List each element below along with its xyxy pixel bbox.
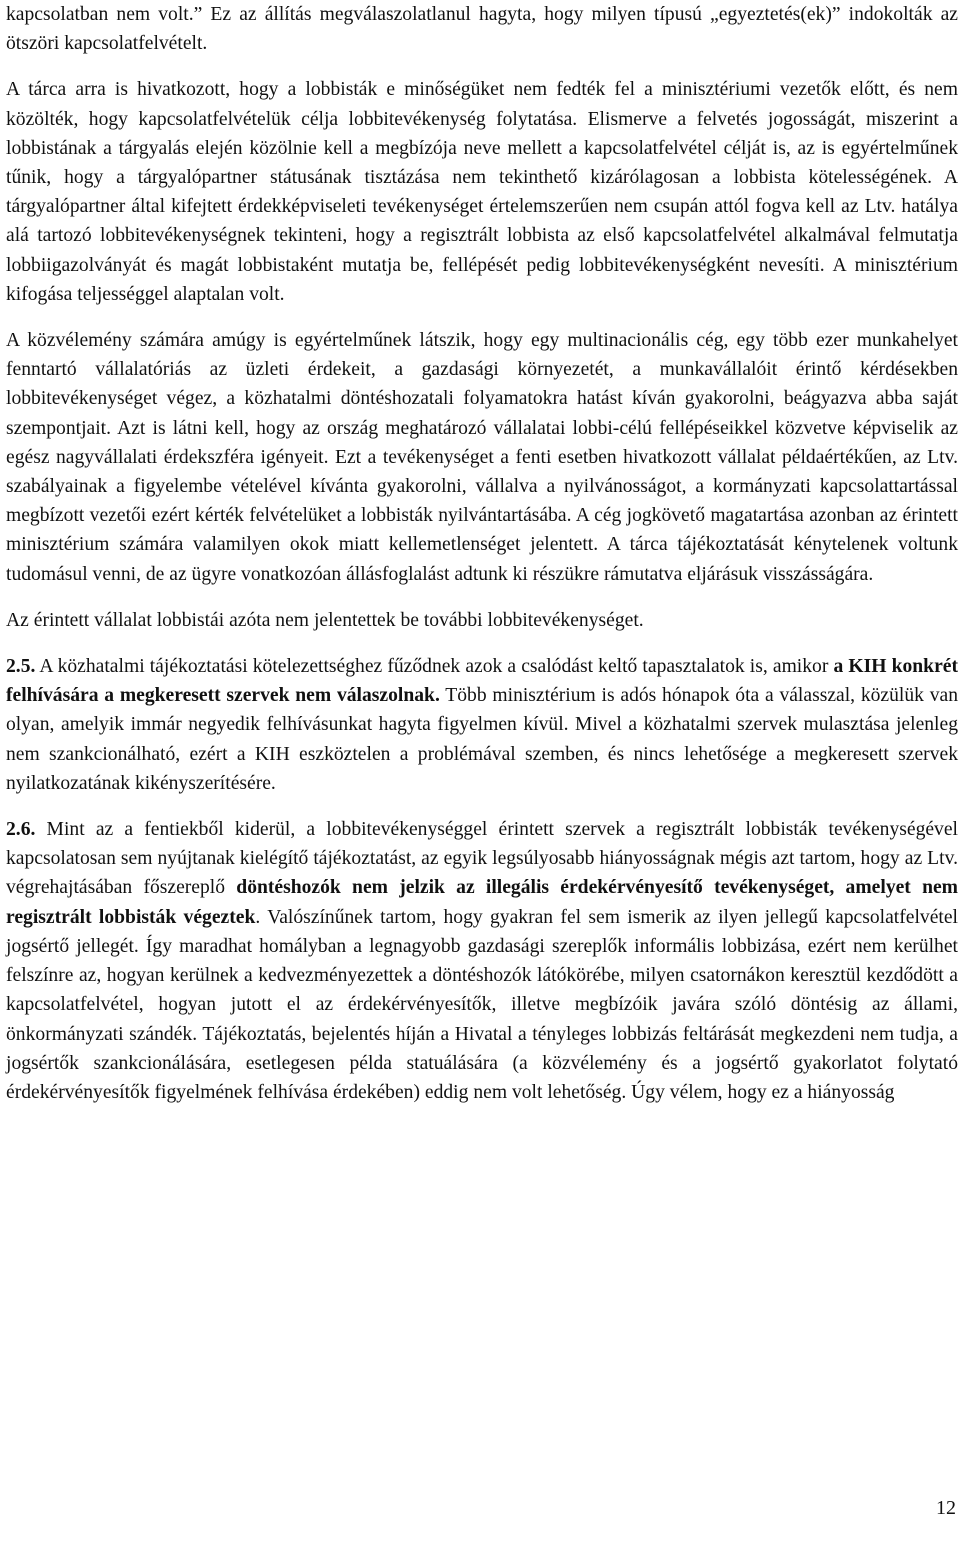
section-2-6-text-b: . Valószínűnek tartom, hogy gyakran fel sem ismerik az ilyen jellegű kapcsolatfelvétel jogsértő jellegét. Így maradhat homályban a legnagyobb gazdasági szereplők informális lobbizása, ezért nem kerülhet felszínre az, hogyan kerülnek a kedvezményezettek a döntéshozók látókörébe, milyen csatornákon keresztül kezdődött a kapcsolatfelvétel, hogyan jutott el az érdekérvényesítők, illetve megbízóik javára szóló döntésig az állami, önkormányzati szándék. Tájékoztatás, bejelentés híján a Hivatal a tényleges lobbizás feltárását megkezdeni nem tudja, a jogsértők szankcionálására, esetlegesen példa statuálására (a közvélemény és a jogsértő gyakorlatot folytató érdekérvényesítők figyelmének felhívása érdekében) eddig nem volt lehetőség. Úgy vélem, hogy ez a hiányosság	[6, 906, 958, 1103]
page-number: 12	[936, 1497, 956, 1519]
paragraph-2	[6, 75, 958, 309]
paragraph-1-text: kapcsolatban nem volt.” Ez az állítás megválaszolatlanul hagyta, hogy milyen típusú „egyeztetés(ek)” indokolták az ötszöri kapcsolatfelvételt.	[6, 4, 958, 55]
paragraph-4	[6, 606, 958, 635]
section-2-5-text-b: Több minisztérium is adós hónapok óta a válasszal, közülük van olyan, amelyik immár negyedik felhívásunkat hagyta figyelmen kívül. Mivel a közhatalmi szervek mulasztása jelenleg nem szankcionálható, ezért a KIH eszköztelen a problémával szemben, és nincs lehetősége a megkeresett szervek nyilatkozatának kikényszerítésére.	[6, 685, 958, 794]
paragraph-2-text: A tárca arra is hivatkozott, hogy a lobbisták e minőségüket nem fedték fel a minisztériumi vezetők előtt, és nem közölték, hogy kapcsolatfelvételük célja lobbitevékenység folytatása. Elismerve a felvetés jogosságát, miszerint a lobbistának a tárgyalás elején közölnie kell a megbízója neve mellett a kapcsolatfelvétel célját is, az is egyértelműnek tűnik, hogy a tárgyalópartner státusának tisztázása nem tekinthető kizárólagosan a lobbista kötelességének. A tárgyalópartner által kifejtett érdekképviseleti tevékenységet értelemszerűen nem csupán attól fogva kell az Ltv. hatálya alá tartozó lobbitevékenységnek tekinteni, hogy a regisztrált lobbista az első kapcsolatfelvétel alkalmával felmutatja lobbiigazolványát és magát lobbistaként mutatja be, fellépését pedig lobbitevékenységként nevesíti. A minisztérium kifogása teljességgel alaptalan volt.	[6, 79, 958, 305]
paragraph-1	[6, 0, 958, 58]
section-2-5-emphasis: a KIH konkrét felhívására a megkeresett szervek nem válaszolnak.	[6, 656, 958, 707]
section-2-6-emphasis: döntéshozók nem jelzik az illegális érdekérvényesítő tevékenységet, amelyet nem regisztrált lobbisták végeztek	[6, 877, 958, 928]
section-2-5-text-a: A közhatalmi tájékoztatási kötelezettséghez fűződnek azok a csalódást keltő tapasztalatok is, amikor	[35, 656, 834, 678]
section-number-2-6: 2.6.	[6, 819, 36, 841]
section-2-6-text-a: Mint az a fentiekből kiderül, a lobbitevékenységgel érintett szervek a regisztrált lobbisták tevékenységével kapcsolatosan sem nyújtanak kielégítő tájékoztatást, az egyik legsúlyosabb hiányosságnak mégis azt tartom, hogy az Ltv. végrehajtásában főszereplő	[6, 819, 958, 899]
paragraph-4-text: Az érintett vállalat lobbistái azóta nem jelentettek be további lobbitevékenységet.	[6, 609, 644, 631]
paragraph-section-2-6	[6, 815, 958, 1107]
paragraph-section-2-5	[6, 652, 958, 798]
paragraph-3	[6, 326, 958, 589]
document-page	[6, 0, 958, 1107]
section-number-2-5: 2.5.	[6, 656, 36, 678]
paragraph-3-text: A közvélemény számára amúgy is egyértelműnek látszik, hogy egy multinacionális cég, egy több ezer munkahelyet fenntartó vállalatóriás az üzleti érdekeit, a gazdasági környezetét, a munkavállalóit érintő kérdésekben lobbitevékenységet végez, a közhatalmi döntéshozatali folyamatokra hatást kíván gyakorolni, beágyazva abba saját szempontjait. Azt is látni kell, hogy az ország meghatározó vállalatai lobbi-célú fellépéseikkel közvetve képviselik az egész nagyvállalati érdekszféra igényeit. Ezt a tevékenységet a fenti esetben hivatkozott vállalat példaértékűen, az Ltv. szabályainak a figyelembe vételével kívánta gyakorolni, vállalva a nyilvánosságot, a kormányzati kapcsolattartással megbízott vezetői ezért kérték felvételüket a lobbisták nyilvántartásába. A cég jogkövető magatartása azonban az érintett minisztérium számára valamilyen okok miatt kellemetlenséget jelentett. A tárca tájékoztatását kénytelenek voltunk tudomásul venni, de az ügyre vonatkozóan állásfoglalást adtunk ki részükre rámutatva eljárásuk visszásságára.	[6, 330, 958, 585]
